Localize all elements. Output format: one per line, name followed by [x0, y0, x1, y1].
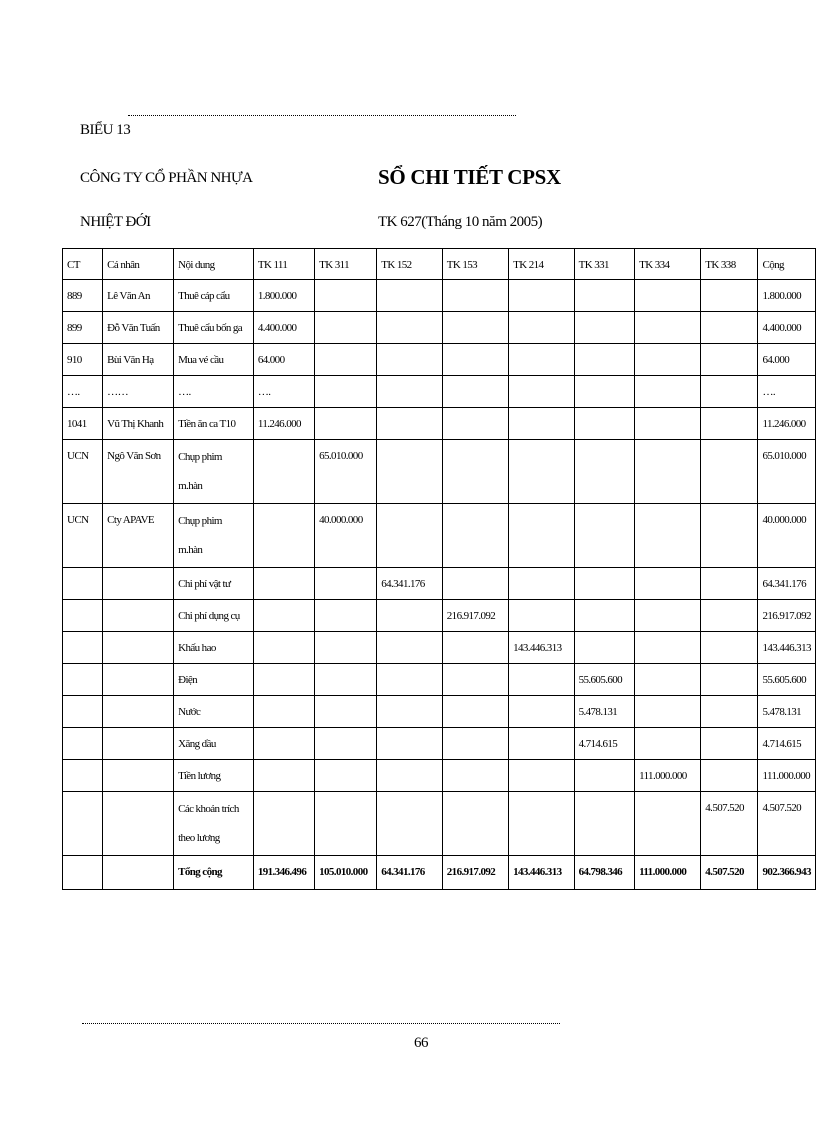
company-name-line1: CÔNG TY CỔ PHẦN NHỰA	[80, 170, 253, 186]
cell	[574, 280, 635, 312]
cell	[701, 376, 758, 408]
cell	[253, 664, 314, 696]
cell	[442, 760, 508, 792]
cell-line: m.hàn	[178, 480, 203, 492]
cell: 191.346.496	[253, 856, 314, 890]
cell: Chi phí dụng cụ	[174, 600, 254, 632]
cell	[509, 280, 574, 312]
cell	[701, 344, 758, 376]
cell	[377, 280, 443, 312]
cell	[315, 344, 377, 376]
table-row	[63, 632, 816, 664]
cell	[701, 600, 758, 632]
cell: CT	[63, 249, 103, 280]
cell	[509, 504, 574, 568]
cell: ……	[103, 376, 174, 408]
table-row	[63, 376, 816, 408]
cell	[63, 696, 103, 728]
cell: 11.246.000	[253, 408, 314, 440]
cell	[315, 664, 377, 696]
cell	[701, 728, 758, 760]
cell: Thuê cáp cẩu	[174, 280, 254, 312]
cell	[315, 408, 377, 440]
cell: 40.000.000	[315, 504, 377, 568]
cell: TK 111	[253, 249, 314, 280]
cell	[442, 408, 508, 440]
cell: 1.800.000	[253, 280, 314, 312]
cell: 111.000.000	[635, 856, 701, 890]
cell	[635, 344, 701, 376]
cell: 64.000	[758, 344, 816, 376]
cell: UCN	[63, 504, 103, 568]
cell	[103, 696, 174, 728]
cell	[63, 856, 103, 890]
cell	[635, 280, 701, 312]
cell: ….	[174, 376, 254, 408]
table-row	[63, 440, 816, 504]
cell: Tiền ăn ca T10	[174, 408, 254, 440]
cell	[442, 376, 508, 408]
cell: 5.478.131	[758, 696, 816, 728]
cell	[635, 728, 701, 760]
cell	[315, 600, 377, 632]
cell: Cty APAVE	[103, 504, 174, 568]
cell: Cộng	[758, 249, 816, 280]
cell: 4.507.520	[758, 792, 816, 856]
cell: Nội dung	[174, 249, 254, 280]
table-row	[63, 600, 816, 632]
ledger-body	[63, 249, 816, 890]
cell	[315, 568, 377, 600]
cell: Xăng dầu	[174, 728, 254, 760]
cell: 902.366.943	[758, 856, 816, 890]
cell	[377, 728, 443, 760]
page-subtitle: TK 627(Tháng 10 năm 2005)	[378, 214, 543, 230]
cell	[509, 344, 574, 376]
cell	[701, 280, 758, 312]
cell: TK 338	[701, 249, 758, 280]
table-row	[63, 696, 816, 728]
cell	[442, 728, 508, 760]
cell	[574, 632, 635, 664]
cell	[635, 792, 701, 856]
cell: Thuê cẩu bốn ga	[174, 312, 254, 344]
cell: Chi phí vật tư	[174, 568, 254, 600]
cell	[442, 664, 508, 696]
table-row	[63, 504, 816, 568]
cell: 143.446.313	[758, 632, 816, 664]
cell-line: Các khoản trích	[178, 803, 239, 815]
cell: 4.714.615	[758, 728, 816, 760]
cell: TK 214	[509, 249, 574, 280]
cell	[574, 376, 635, 408]
cell	[63, 728, 103, 760]
cell: Điện	[174, 664, 254, 696]
table-row	[63, 568, 816, 600]
cell	[442, 632, 508, 664]
cell	[635, 376, 701, 408]
cell: 64.000	[253, 344, 314, 376]
cell: 64.341.176	[377, 856, 443, 890]
cell: 4.714.615	[574, 728, 635, 760]
cell	[377, 664, 443, 696]
total-row	[63, 856, 816, 890]
cell: TK 331	[574, 249, 635, 280]
cell	[253, 728, 314, 760]
cell-line: m.hàn	[178, 544, 203, 556]
cell	[103, 792, 174, 856]
header-rule	[128, 115, 516, 116]
cell: 111.000.000	[758, 760, 816, 792]
cell	[635, 696, 701, 728]
cell: ….	[63, 376, 103, 408]
cell: 889	[63, 280, 103, 312]
cell: 4.400.000	[758, 312, 816, 344]
header-row	[63, 249, 816, 280]
cell	[701, 408, 758, 440]
cell	[574, 440, 635, 504]
cell	[377, 696, 443, 728]
cell: 65.010.000	[758, 440, 816, 504]
cell: 216.917.092	[442, 600, 508, 632]
cell	[574, 568, 635, 600]
cell	[315, 728, 377, 760]
cell	[315, 632, 377, 664]
cell	[701, 664, 758, 696]
cell	[574, 792, 635, 856]
cell: Khấu hao	[174, 632, 254, 664]
cell: Vũ Thị Khanh	[103, 408, 174, 440]
cell	[377, 344, 443, 376]
cell	[442, 792, 508, 856]
cell	[315, 760, 377, 792]
cell: 4.400.000	[253, 312, 314, 344]
table-row	[63, 408, 816, 440]
cell: TK 311	[315, 249, 377, 280]
cell: 4.507.520	[701, 792, 758, 856]
cell	[377, 792, 443, 856]
cell: 1041	[63, 408, 103, 440]
cell	[377, 312, 443, 344]
table-row	[63, 664, 816, 696]
cell	[635, 440, 701, 504]
cell	[103, 568, 174, 600]
cell	[253, 440, 314, 504]
cell	[574, 504, 635, 568]
cell	[701, 760, 758, 792]
cell	[509, 664, 574, 696]
cell	[315, 312, 377, 344]
cell	[174, 504, 254, 568]
cell	[377, 440, 443, 504]
cell	[377, 632, 443, 664]
cell	[442, 312, 508, 344]
cell	[509, 696, 574, 728]
cell	[635, 408, 701, 440]
cell	[442, 280, 508, 312]
cell	[509, 792, 574, 856]
cell	[701, 632, 758, 664]
cell	[635, 600, 701, 632]
cell	[635, 312, 701, 344]
cell	[509, 760, 574, 792]
cell: UCN	[63, 440, 103, 504]
cell: 65.010.000	[315, 440, 377, 504]
cell-line: Chụp phim	[178, 451, 222, 463]
cell	[509, 728, 574, 760]
cell: 11.246.000	[758, 408, 816, 440]
cell	[509, 600, 574, 632]
cell: TK 152	[377, 249, 443, 280]
form-label: BIỂU 13	[80, 122, 131, 138]
cell	[701, 504, 758, 568]
cell: Đỗ Văn Tuấn	[103, 312, 174, 344]
cell: 111.000.000	[635, 760, 701, 792]
cell: 64.798.346	[574, 856, 635, 890]
cell: TK 153	[442, 249, 508, 280]
cell	[574, 408, 635, 440]
cell: 216.917.092	[442, 856, 508, 890]
cell	[701, 312, 758, 344]
cell	[574, 344, 635, 376]
cell: 5.478.131	[574, 696, 635, 728]
cell	[509, 440, 574, 504]
cell	[442, 504, 508, 568]
cell	[253, 632, 314, 664]
cell	[253, 760, 314, 792]
cell	[103, 760, 174, 792]
cell	[63, 568, 103, 600]
cell	[509, 376, 574, 408]
table-row	[63, 760, 816, 792]
cell	[701, 568, 758, 600]
cell: Ngô Văn Sơn	[103, 440, 174, 504]
cell	[253, 600, 314, 632]
cell	[174, 792, 254, 856]
cell	[442, 696, 508, 728]
cell	[253, 504, 314, 568]
cell	[103, 664, 174, 696]
cell	[63, 664, 103, 696]
cell: 910	[63, 344, 103, 376]
cell: 40.000.000	[758, 504, 816, 568]
cell	[253, 792, 314, 856]
cell: Cá nhân	[103, 249, 174, 280]
cell	[63, 760, 103, 792]
table-row	[63, 344, 816, 376]
cell: Tiền lương	[174, 760, 254, 792]
table-row	[63, 728, 816, 760]
cell: Bùi Văn Hạ	[103, 344, 174, 376]
cell: 55.605.600	[758, 664, 816, 696]
cell	[442, 440, 508, 504]
cell: Mua vé cầu	[174, 344, 254, 376]
cell-line: theo lương	[178, 832, 220, 844]
page-number: 66	[414, 1035, 428, 1051]
cell: 55.605.600	[574, 664, 635, 696]
cell	[635, 568, 701, 600]
cell	[63, 792, 103, 856]
cell	[635, 664, 701, 696]
cell	[103, 600, 174, 632]
cell	[315, 792, 377, 856]
cell: 4.507.520	[701, 856, 758, 890]
page-title: SỔ CHI TIẾT CPSX	[378, 165, 561, 189]
cell	[574, 600, 635, 632]
cell: 143.446.313	[509, 632, 574, 664]
cell	[377, 408, 443, 440]
table-row	[63, 312, 816, 344]
cell: TK 334	[635, 249, 701, 280]
table-row	[63, 280, 816, 312]
cell	[253, 568, 314, 600]
footer-rule	[82, 1023, 560, 1024]
cell	[509, 568, 574, 600]
cell: 216.917.092	[758, 600, 816, 632]
cell	[253, 696, 314, 728]
cell	[174, 440, 254, 504]
cell	[509, 312, 574, 344]
cell: Nước	[174, 696, 254, 728]
cell: 1.800.000	[758, 280, 816, 312]
cell	[442, 344, 508, 376]
cell: 105.010.000	[315, 856, 377, 890]
cell: 64.341.176	[758, 568, 816, 600]
cell	[635, 504, 701, 568]
cell	[635, 632, 701, 664]
cell	[377, 376, 443, 408]
cell	[103, 632, 174, 664]
cell	[574, 760, 635, 792]
ledger-table	[62, 248, 816, 890]
cell	[315, 376, 377, 408]
cell: ….	[253, 376, 314, 408]
cell-line: Chụp phim	[178, 515, 222, 527]
cell	[574, 312, 635, 344]
cell	[377, 600, 443, 632]
cell	[701, 696, 758, 728]
cell: 899	[63, 312, 103, 344]
company-name-line2: NHIỆT ĐỚI	[80, 214, 151, 230]
table-row	[63, 792, 816, 856]
cell: 143.446.313	[509, 856, 574, 890]
cell	[103, 728, 174, 760]
cell: ….	[758, 376, 816, 408]
cell	[701, 440, 758, 504]
cell: Tổng cộng	[174, 856, 254, 890]
cell	[63, 600, 103, 632]
cell	[377, 504, 443, 568]
cell: 64.341.176	[377, 568, 443, 600]
cell	[509, 408, 574, 440]
cell	[315, 280, 377, 312]
cell	[315, 696, 377, 728]
cell	[377, 760, 443, 792]
cell	[103, 856, 174, 890]
cell	[63, 632, 103, 664]
cell: Lê Văn An	[103, 280, 174, 312]
cell	[442, 568, 508, 600]
